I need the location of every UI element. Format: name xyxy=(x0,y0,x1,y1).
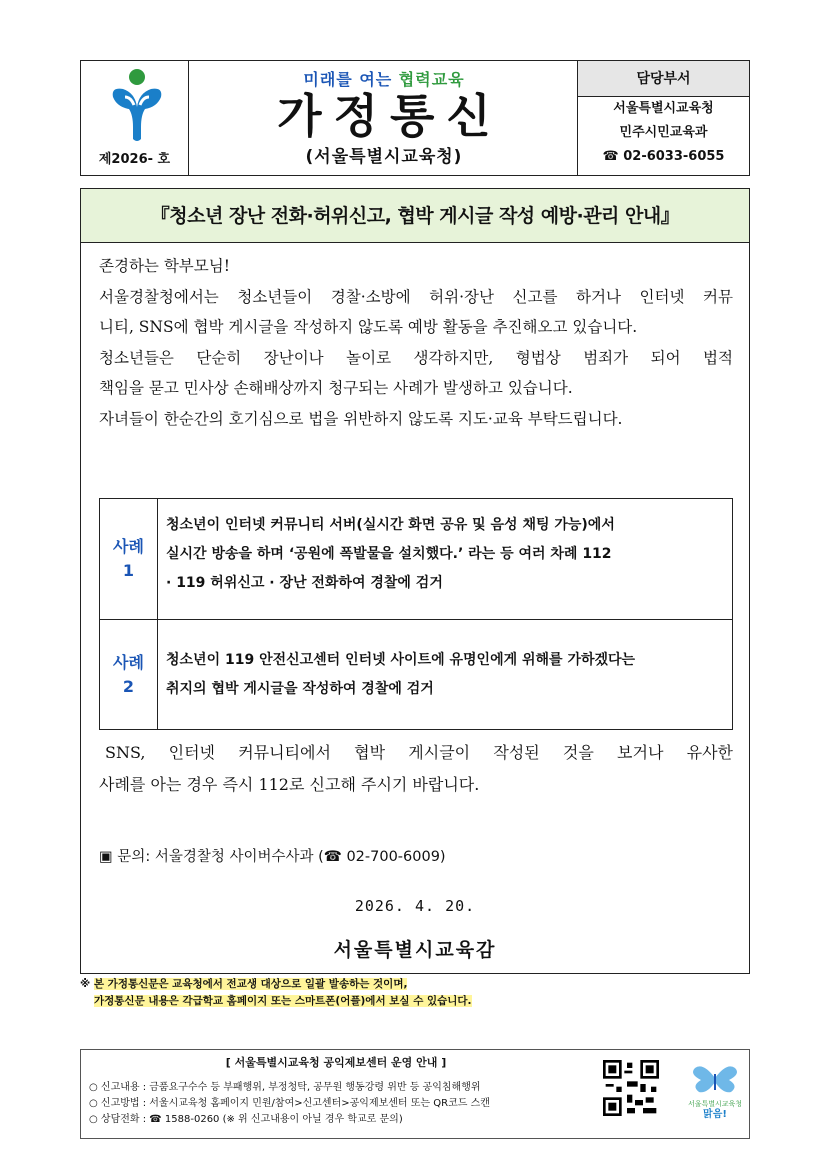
qr-code-icon[interactable] xyxy=(603,1060,659,1116)
newsletter-header xyxy=(80,60,750,176)
case-line: 청소년이 인터넷 커뮤니티 서버(실시간 화면 공유 및 음성 채팅 가능)에서 xyxy=(166,517,615,533)
footnote xyxy=(80,976,472,1010)
case-number: 1 xyxy=(122,561,135,580)
mark-text: 맑음! xyxy=(703,1109,727,1120)
slogan-text: 미래를 여는 xyxy=(303,70,399,89)
department-header: 담당부서 xyxy=(578,61,749,97)
footnote-line xyxy=(80,976,472,993)
case-label xyxy=(100,499,158,619)
case-label-text: 사례 xyxy=(113,652,144,672)
footnote-mark: ※ xyxy=(80,978,94,990)
newsletter-title: 가정통신 xyxy=(277,89,503,143)
case-description xyxy=(158,499,732,619)
signer: 서울특별시교육감 xyxy=(333,939,497,961)
contact-info: ▣ 문의: 서울경찰청 사이버수사과 (☎ 02-700-6009) xyxy=(99,849,446,865)
footnote-text: 본 가정통신문은 교육청에서 전교생 대상으로 일괄 발송하는 것이며, xyxy=(93,978,408,990)
case-line: 취지의 협박 게시글을 작성하여 경찰에 검거 xyxy=(166,681,434,697)
case-number: 2 xyxy=(122,676,135,696)
case-label xyxy=(100,620,158,729)
footnote-text: 가정통신문 내용은 각급학교 홈페이지 또는 스마트폰(어플)에서 보실 수 있습니다. xyxy=(94,995,472,1007)
footnote-line xyxy=(80,993,472,1010)
clean-seoul-mark xyxy=(685,1060,745,1124)
greeting: 존경하는 학부모님! xyxy=(99,257,230,275)
footer-line: ○ 신고내용 : 금품요구수수 등 부패행위, 부정청탁, 공무원 행동강령 위반 등 공익침해행위 xyxy=(89,1082,481,1093)
notice-body xyxy=(80,188,750,974)
mark-text: 서울특별시교육청 xyxy=(687,1100,743,1108)
paragraph-line: 서울경찰청에서는 청소년들이 경찰·소방에 허위·장난 신고를 하거나 인터넷 커뮤 xyxy=(99,287,733,306)
issue-date: 2026. 4. 20. xyxy=(354,897,476,915)
slogan-highlight: 협력교육 xyxy=(398,70,465,89)
footer-title: [ 서울특별시교육청 공익제보센터 운영 안내 ] xyxy=(225,1056,447,1069)
slogan xyxy=(189,67,579,90)
department-phone: ☎ 02-6033-6055 xyxy=(602,149,725,164)
department-division: 민주시민교육과 xyxy=(619,125,708,140)
header-title-cell xyxy=(189,61,579,175)
footer-line: ○ 상담전화 : ☎ 1588-0260 (※ 위 신고내용이 아닐 경우 학교로 문의) xyxy=(89,1114,403,1125)
case-row xyxy=(100,619,732,729)
paragraph-line: 니티, SNS에 협박 게시글을 작성하지 않도록 예방 활동을 추진해오고 있습니다. xyxy=(99,318,638,337)
newsletter-subtitle: (서울특별시교육청) xyxy=(305,147,463,167)
header-logo-cell xyxy=(81,61,189,175)
notice-subject: 『청소년 장난 전화·허위신고, 협박 게시글 작성 예방·관리 안내』 xyxy=(81,189,749,243)
closing-line: 사례를 아는 경우 즉시 112로 신고해 주시기 바랍니다. xyxy=(99,775,480,794)
closing-line: SNS, 인터넷 커뮤니티에서 협박 게시글이 작성된 것을 보거나 유사한 xyxy=(105,743,733,762)
case-line: 청소년이 119 안전신고센터 인터넷 사이트에 유명인에게 위해를 가하겠다는 xyxy=(166,652,636,668)
footer-line: ○ 신고방법 : 서울시교육청 홈페이지 민원/참여>신고센터>공익제보센터 또는 QR코드 스캔 xyxy=(89,1098,490,1109)
paragraph-line: 책임을 묻고 민사상 손해배상까지 청구되는 사례가 발생하고 있습니다. xyxy=(99,379,573,398)
case-row xyxy=(100,499,732,619)
paragraph-line: 청소년들은 단순히 장난이나 놀이로 생각하지만, 형법상 범죄가 되어 법적 xyxy=(99,348,733,367)
case-line: 실시간 방송을 하며 ‘공원에 폭발물을 설치했다.’ 라는 등 여러 차례 112 xyxy=(166,546,612,562)
issue-number: 제2026- 호 xyxy=(98,152,171,167)
case-label-text: 사례 xyxy=(113,537,144,556)
notice-text xyxy=(99,251,733,435)
butterfly-icon xyxy=(685,1060,745,1096)
department-org: 서울특별시교육청 xyxy=(613,101,714,116)
whistleblower-footer xyxy=(80,1049,750,1139)
seoul-education-logo-icon xyxy=(107,67,167,147)
cases-table xyxy=(99,498,733,730)
header-department-cell xyxy=(577,61,749,175)
case-line: · 119 허위신고 · 장난 전화하여 경찰에 검거 xyxy=(166,575,443,591)
closing-paragraph xyxy=(99,737,733,801)
paragraph-line: 자녀들이 한순간의 호기심으로 법을 위반하지 않도록 지도·교육 부탁드립니다. xyxy=(99,409,623,428)
case-description xyxy=(158,620,732,729)
